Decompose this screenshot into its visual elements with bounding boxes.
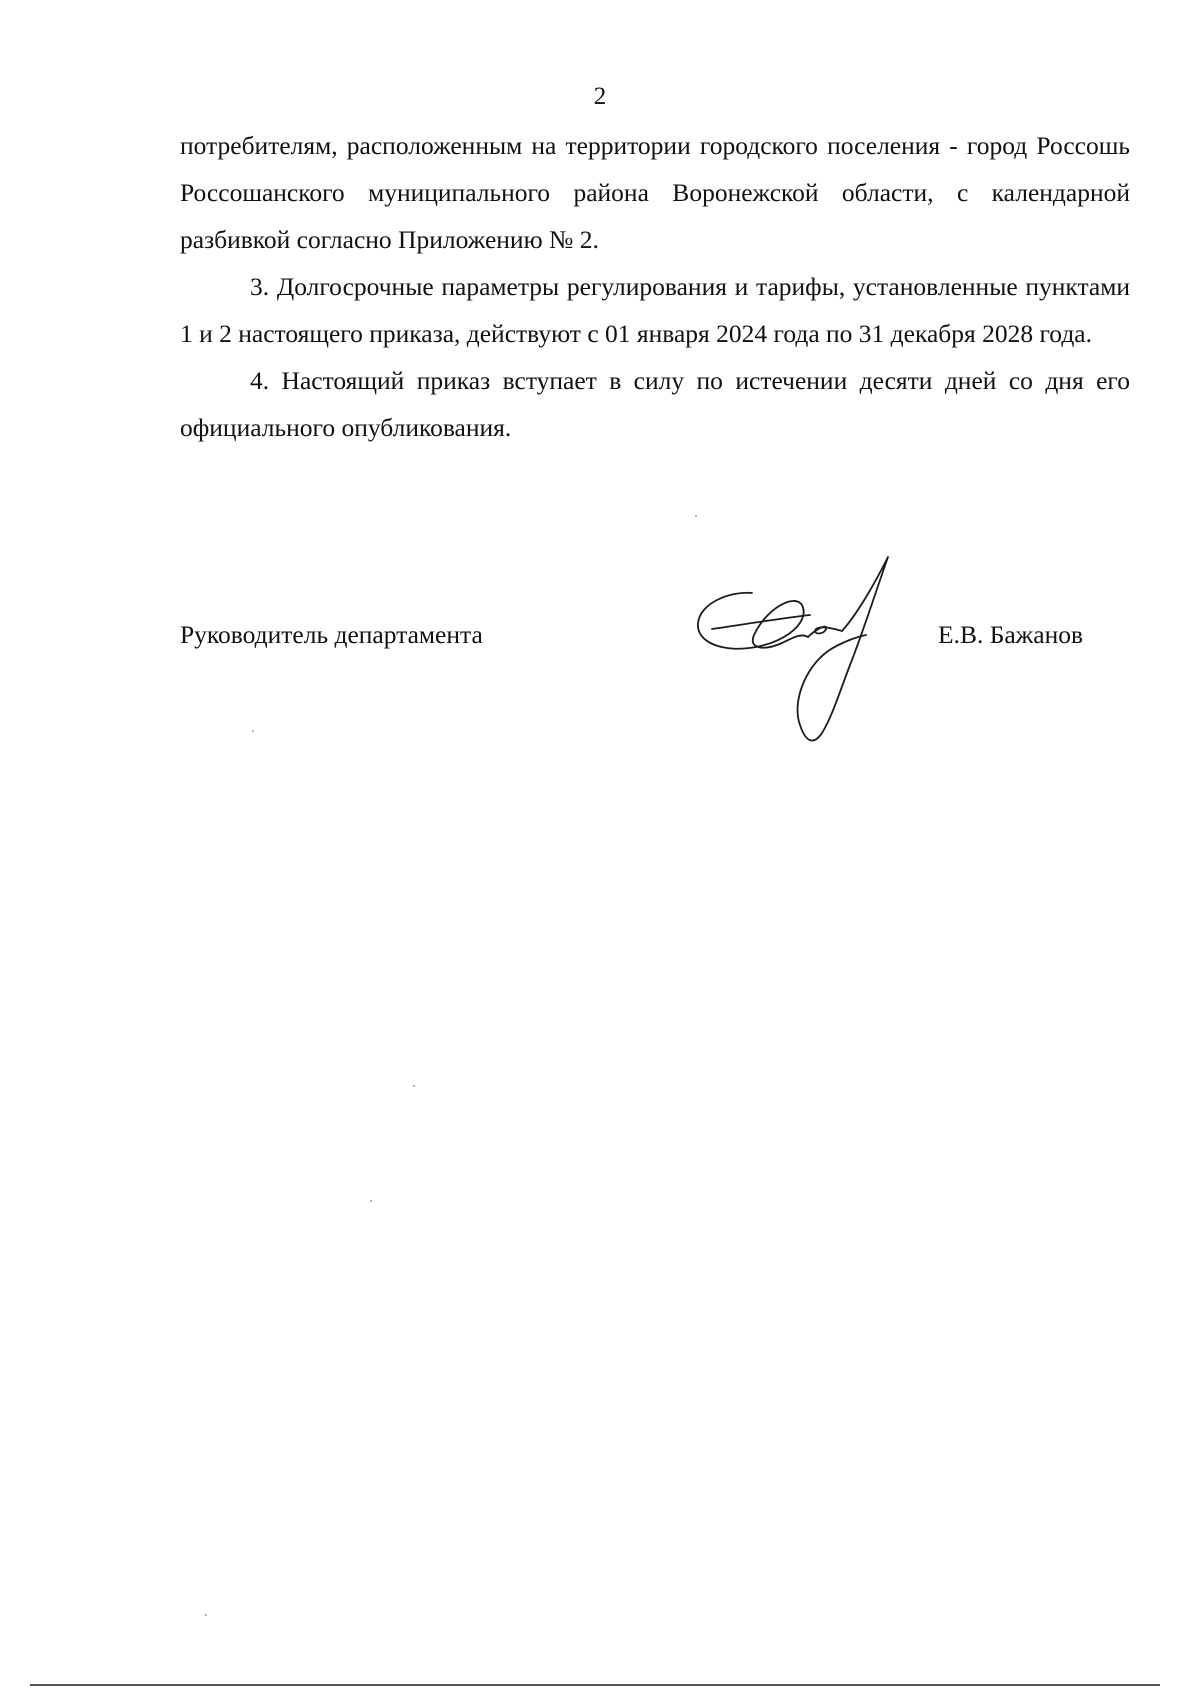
scan-speck xyxy=(205,1614,207,1616)
scan-speck xyxy=(370,1200,372,1202)
handwritten-signature xyxy=(690,555,930,765)
signature-block xyxy=(180,617,1130,657)
scan-speck xyxy=(695,515,697,517)
paragraph-item-4: 4. Настоящий приказ вступает в силу по истечении десяти дней со дня его официального опубликования. xyxy=(180,366,1130,442)
paragraph-item-3: 3. Долгосрочные параметры регулирования и тарифы, установленные пунктами 1 и 2 настоящего приказа, действуют с 01 января 2024 года по 31 декабря 2028 года. xyxy=(180,272,1130,348)
document-body xyxy=(180,122,1130,451)
scan-speck xyxy=(413,1085,415,1087)
paragraph-continuation: потребителям, расположенным на территории городского поселения - город Россошь Россошанского муниципального района Воронежской области, с календарной разбивкой согласно Приложению № 2. xyxy=(180,131,1130,254)
scan-speck xyxy=(252,730,254,732)
page-bottom-edge xyxy=(30,1684,1160,1686)
signer-title: Руководитель департамента xyxy=(180,620,483,649)
signer-name: Е.В. Бажанов xyxy=(938,620,1084,649)
page-number: 2 xyxy=(593,83,607,110)
